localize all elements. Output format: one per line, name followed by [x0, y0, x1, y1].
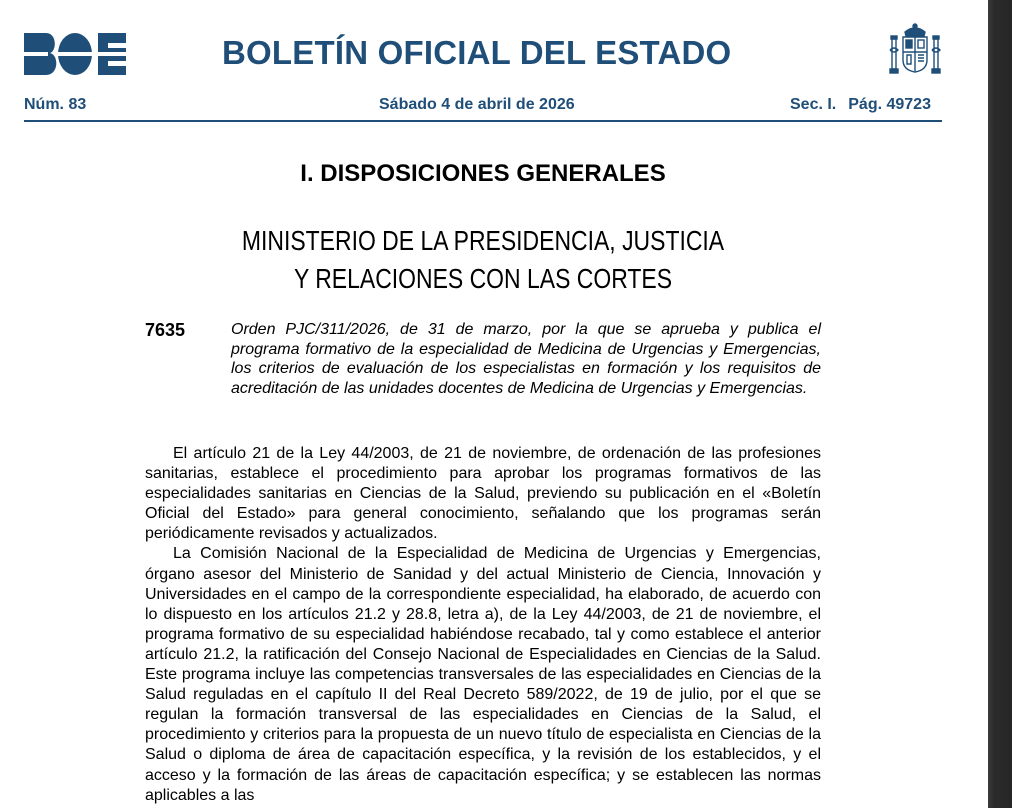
ministry-line-2: Y RELACIONES CON LAS CORTES [293, 263, 673, 294]
body-paragraph: La Comisión Nacional de la Especialidad de Medicina de Urgencias y Emergencias, órgano asesor del Ministerio de Sanidad y del actual Ministerio de Ciencia, Innovación y Universidades en el campo de la correspondiente especialidad, ha elaborado, de acuerdo con lo dispuesto en los artículos 21.2 y 28.8, letra a), de la Ley 44/2003, de 21 de noviembre, el programa formativo de su especialidad habiéndose recabado, tal y como establece el anterior artículo 21.2, la ratificación del Consejo Nacional de Especialidades en Ciencias de la Salud. Este programa incluye las competencias transversales de las especialidades en Ciencias de la Salud reguladas en el capítulo II del Real Decreto 589/2022, de 19 de julio, por el que se regulan la formación transversal de las especialidades en Ciencias de la Salud, el procedimiento y criterios para la propuesta de un nuevo título de especialista en Ciencias de la Salud o diploma de área de capacitación específica, y la revisión de los establecidos, y el acceso y la formación de las áreas de capacitación específica; y se establecen las normas aplicables a las [145, 545, 821, 804]
section-title: I. DISPOSICIONES GENERALES [300, 160, 666, 187]
page-label: Pág. 49723 [848, 96, 931, 113]
viewer-background [988, 0, 1012, 808]
bulletin-title: BOLETÍN OFICIAL DEL ESTADO [222, 34, 732, 71]
section-label: Sec. I. [790, 96, 837, 113]
issue-number: Núm. 83 [24, 96, 87, 113]
issue-date: Sábado 4 de abril de 2026 [379, 96, 575, 113]
boe-logo [24, 33, 126, 75]
section-page-info [790, 96, 931, 114]
header-divider [24, 120, 942, 122]
ministry-heading [87, 222, 879, 298]
body-paragraph: El artículo 21 de la Ley 44/2003, de 21 de noviembre, de ordenación de las profesiones sanitarias, establece el procedimiento para aprobar los programas formativos de las especialidades sanitarias en Ciencias de la Salud, previendo su publicación en el «Boletín Oficial del Estado» para general conocimiento, señalando que los programas serán periódicamente revisados y actualizados. [145, 445, 821, 543]
spain-coat-of-arms-icon [888, 22, 942, 80]
order-number: 7635 [145, 320, 186, 340]
order-title: Orden PJC/311/2026, de 31 de marzo, por la que se aprueba y publica el programa formativo de la especialidad de Medicina de Urgencias y Emergencias, los criterios de evaluación de los especialistas en formación y los requisitos de acreditación de las unidades docentes de Medicina de Urgencias y Emergencias. [231, 321, 821, 397]
document-body [145, 444, 821, 806]
ministry-line-1: MINISTERIO DE LA PRESIDENCIA, JUSTICIA [241, 225, 725, 256]
